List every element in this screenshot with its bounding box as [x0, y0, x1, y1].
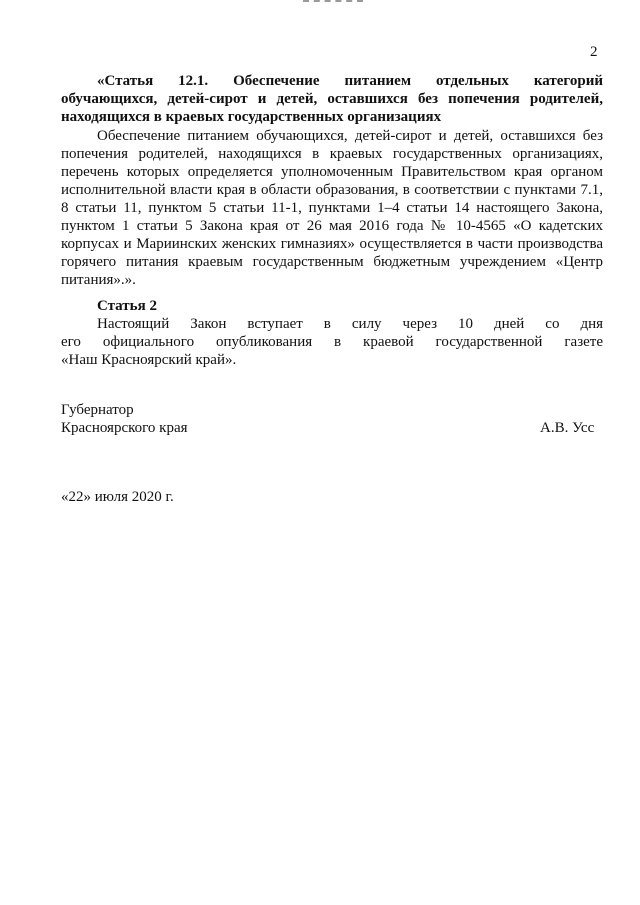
article-12-1-text [61, 127, 603, 289]
paragraph-line: перечень которых определяется уполномоченным Правительством края органом [61, 164, 603, 180]
paragraph-line: корпусах и Мариинских женских гимназиях» осуществляется в части производства [61, 236, 603, 252]
paragraph-line: 8 статьи 11, пунктом 5 статьи 11-1, пунктами 1–4 статьи 14 настоящего Закона, [61, 200, 603, 216]
paragraph-line: исполнительной власти края в области образования, в соответствии с пунктами 7.1, [61, 182, 603, 198]
signatory-title [61, 401, 261, 437]
article-2-text [61, 315, 603, 369]
paragraph-line: пунктом 1 статьи 5 Закона края от 26 мая 2016 года № 10-4565 «О кадетских [61, 218, 603, 234]
paragraph-line: его официального опубликования в краевой государственной газете [61, 334, 603, 350]
heading-line-1: «Статья 12.1. Обеспечение питанием отдельных категорий [97, 73, 603, 89]
article-12-1-heading [61, 72, 603, 126]
heading-line-3: находящихся в краевых государственных организациях [61, 109, 442, 125]
article-2-title: Статья 2 [97, 298, 157, 314]
paragraph-line: «Наш Красноярский край». [61, 352, 237, 368]
signatory-title-line-2: Красноярского края [61, 420, 188, 436]
paragraph-line: Настоящий Закон вступает в силу через 10 дней со дня [97, 316, 603, 332]
paragraph-line: горячего питания краевым государственным бюджетным учреждением «Центр [61, 254, 603, 270]
paragraph-line: попечения родителей, находящихся в краевых государственных организациях, [61, 146, 603, 162]
paragraph-line: питания».». [61, 272, 136, 288]
signatory-title-line-1: Губернатор [61, 402, 134, 418]
signatory-name: А.В. Усс [540, 420, 595, 436]
top-scan-mark [303, 0, 363, 5]
paragraph-line: Обеспечение питанием обучающихся, детей-сирот и детей, оставшихся без [97, 128, 603, 144]
heading-line-2: обучающихся, детей-сирот и детей, оставшихся без попечения родителей, [61, 91, 603, 107]
signing-date: «22» июля 2020 г. [61, 489, 174, 505]
page-number: 2 [590, 44, 598, 60]
